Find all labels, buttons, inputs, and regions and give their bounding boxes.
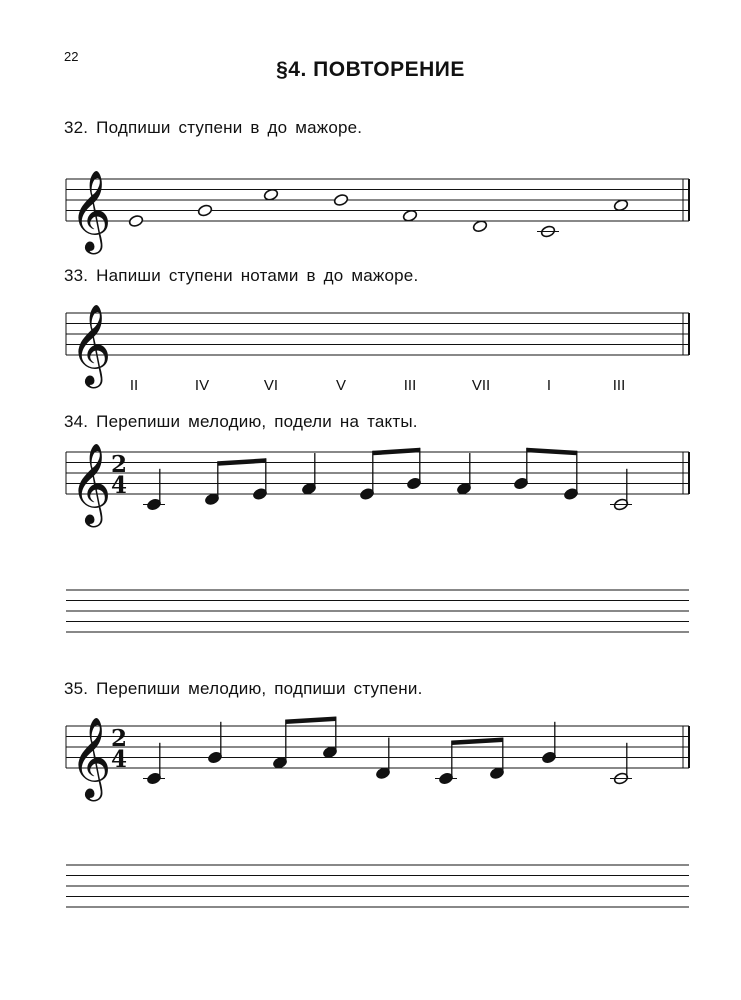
notehead xyxy=(402,209,418,222)
note-beam xyxy=(218,458,266,466)
notehead xyxy=(613,199,629,212)
degree-label: III xyxy=(403,377,417,394)
degree-label: IV xyxy=(194,377,210,394)
task-34-label: 34. Перепиши мелодию, подели на такты. xyxy=(64,412,418,431)
time-signature-top: 2 xyxy=(110,725,128,752)
task-35-label: 35. Перепиши мелодию, подпиши ступени. xyxy=(64,679,423,698)
time-signature-bottom: 4 xyxy=(110,472,128,499)
notehead xyxy=(263,188,279,201)
degree-label: VI xyxy=(263,377,279,394)
page-title: §4. ПОВТОРЕНИЕ xyxy=(276,58,465,81)
note-beam xyxy=(373,448,420,456)
notehead xyxy=(197,204,213,217)
treble-clef: 𝄞 xyxy=(70,303,112,385)
staff-34 xyxy=(66,442,689,527)
staff-33 xyxy=(66,303,689,394)
note-beam xyxy=(527,448,577,456)
time-signature-bottom: 4 xyxy=(110,746,128,773)
staff-35 xyxy=(66,716,689,801)
note-beam xyxy=(286,717,336,725)
degree-label: V xyxy=(335,377,347,394)
treble-clef: 𝄞 xyxy=(70,716,112,798)
degree-label: VII xyxy=(471,377,491,394)
notehead xyxy=(472,220,488,233)
page-number: 22 xyxy=(64,49,79,64)
degree-label: III xyxy=(612,377,626,394)
treble-clef: 𝄞 xyxy=(70,442,112,524)
task-32-label: 32. Подпиши ступени в до мажоре. xyxy=(64,118,363,137)
treble-clef: 𝄞 xyxy=(70,169,112,251)
degree-label: I xyxy=(546,377,552,394)
staff-32 xyxy=(66,169,689,254)
answer-staff-35 xyxy=(66,865,689,907)
time-signature-top: 2 xyxy=(110,451,128,478)
notehead xyxy=(128,214,144,227)
answer-staff-34 xyxy=(66,590,689,632)
task-33-label: 33. Напиши ступени нотами в до мажоре. xyxy=(64,266,419,285)
notehead xyxy=(333,193,349,206)
note-beam xyxy=(452,738,503,746)
degree-label: II xyxy=(129,377,139,394)
